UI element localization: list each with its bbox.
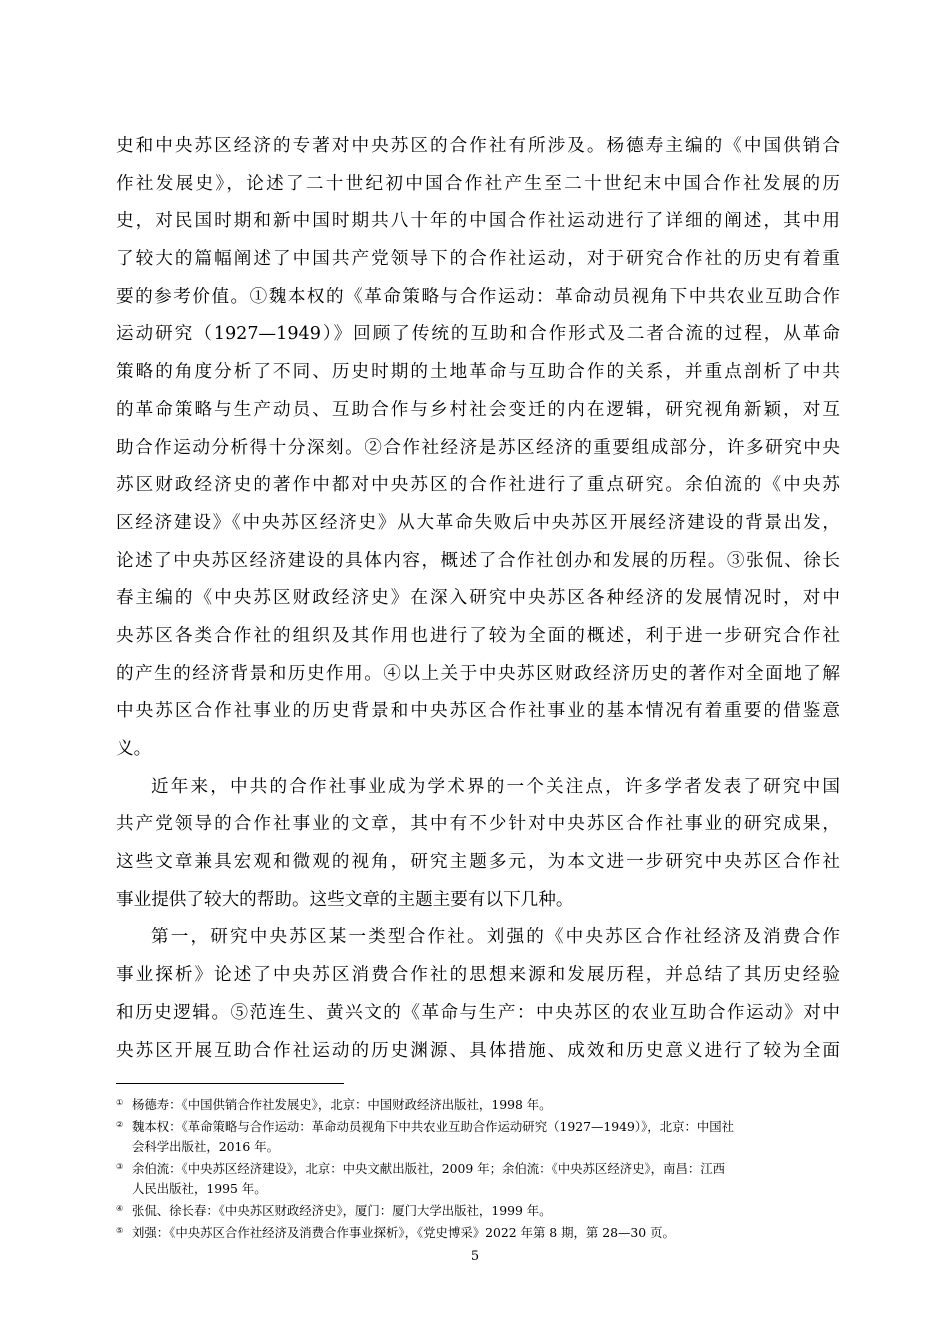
text-line: 助合作运动分析得十分深刻。②合作社经济是苏区经济的重要组成部分，许多研究中央 [116, 437, 840, 458]
text-line: 苏区财政经济史的著作中都对中央苏区的合作社进行了重点研究。余伯流的《中央苏 [116, 475, 840, 496]
text-line: 策略的角度分析了不同、历史时期的土地革命与互助合作的关系，并重点剖析了中共 [116, 362, 840, 383]
footnotes [116, 1093, 840, 1243]
text-line: 事业提供了较大的帮助。这些文章的主题主要有以下几种。 [116, 889, 574, 910]
text-line: 这些文章兼具宏观和微观的视角，研究主题多元，为本文进一步研究中央苏区合作社 [116, 852, 840, 873]
footnote-mark: ① [116, 1098, 124, 1107]
text-line: 央苏区各类合作社的组织及其作用也进行了较为全面的概述，利于进一步研究合作社 [116, 625, 840, 646]
text-line: 的产生的经济背景和历史作用。④以上关于中央苏区财政经济历史的著作对全面地了解 [116, 663, 840, 684]
text-line: 事业探析》论述了中央苏区消费合作社的思想来源和发展历程，并总结了其历史经验 [116, 965, 840, 986]
text-line: 运动研究（1927—1949）》回顾了传统的互助和合作形式及二者合流的过程，从革命 [116, 324, 840, 345]
text-line: 作社发展史》，论述了二十世纪初中国合作社产生至二十世纪末中国合作社发展的历 [116, 173, 840, 194]
text-line: 史和中央苏区经济的专著对中央苏区的合作社有所涉及。杨德寿主编的《中国供销合 [116, 136, 840, 156]
text-line: 史，对民国时期和新中国时期共八十年的中国合作社运动进行了详细的阐述，其中用 [116, 211, 840, 232]
footnote-mark: ② [116, 1120, 124, 1129]
text-line: 和历史逻辑。⑤范连生、黄兴文的《革命与生产：中央苏区的农业互助合作运动》对中 [116, 1002, 840, 1023]
footnote-mark: ④ [116, 1204, 124, 1213]
text-line: 义。 [116, 739, 152, 759]
text-line: 论述了中央苏区经济建设的具体内容，概述了合作社创办和发展的历程。③张侃、徐长 [116, 550, 840, 571]
text-line: 第一，研究中央苏区某一类型合作社。刘强的《中央苏区合作社经济及消费合作 [151, 927, 840, 948]
footnote [116, 1093, 840, 1115]
footnote-text: 魏本权：《革命策略与合作运动：革命动员视角下中共农业互助合作运动研究（1927—1949）》，北京：中国社 [132, 1119, 735, 1134]
footnote-text: 杨德寿：《中国供销合作社发展史》，北京：中国财政经济出版社，1998 年。 [132, 1097, 552, 1112]
footnote [116, 1115, 840, 1137]
text-line: 中央苏区合作社事业的历史背景和中央苏区合作社事业的基本情况有着重要的借鉴意 [116, 701, 840, 722]
footnote-text: 余伯流：《中央苏区经济建设》，北京：中央文献出版社，2009 年；余伯流：《中央苏区经济史》，南昌：江西 [132, 1161, 726, 1176]
footnote-text: 刘强：《中央苏区合作社经济及消费合作事业探析》，《党史博采》2022 年第 8 期，第 28—30 页。 [132, 1225, 675, 1240]
footnote [116, 1221, 840, 1243]
page-number: 5 [470, 1249, 480, 1264]
text-line: 区经济建设》《中央苏区经济史》从大革命失败后中央苏区开展经济建设的背景出发， [116, 512, 840, 533]
footnote [116, 1157, 840, 1179]
text-line: 要的参考价值。①魏本权的《革命策略与合作运动：革命动员视角下中共农业互助合作 [116, 286, 840, 307]
footnote-mark: ⑤ [116, 1226, 124, 1235]
text-line: 了较大的篇幅阐述了中国共产党领导下的合作社运动，对于研究合作社的历史有着重 [116, 249, 840, 270]
text-line: 春主编的《中央苏区财政经济史》在深入研究中央苏区各种经济的发展情况时，对中 [116, 588, 840, 609]
text-line: 近年来，中共的合作社事业成为学术界的一个关注点，许多学者发表了研究中国 [151, 776, 840, 797]
footnote-continuation: 会科学出版社，2016 年。 [132, 1139, 279, 1154]
body-text [116, 128, 840, 1070]
text-line: 共产党领导的合作社事业的文章，其中有不少针对中央苏区合作社事业的研究成果， [116, 814, 840, 835]
footnote-text: 张侃、徐长春：《中央苏区财政经济史》，厦门：厦门大学出版社，1999 年。 [132, 1203, 552, 1218]
text-line: 央苏区开展互助合作社运动的历史渊源、具体措施、成效和历史意义进行了较为全面 [116, 1040, 840, 1061]
footnote [116, 1199, 840, 1221]
footnote-continuation: 人民出版社，1995 年。 [132, 1181, 267, 1196]
footnote-separator [116, 1083, 344, 1084]
text-line: 的革命策略与生产动员、互助合作与乡村社会变迁的内在逻辑，研究视角新颖，对互 [116, 399, 840, 420]
footnote-mark: ③ [116, 1162, 124, 1171]
